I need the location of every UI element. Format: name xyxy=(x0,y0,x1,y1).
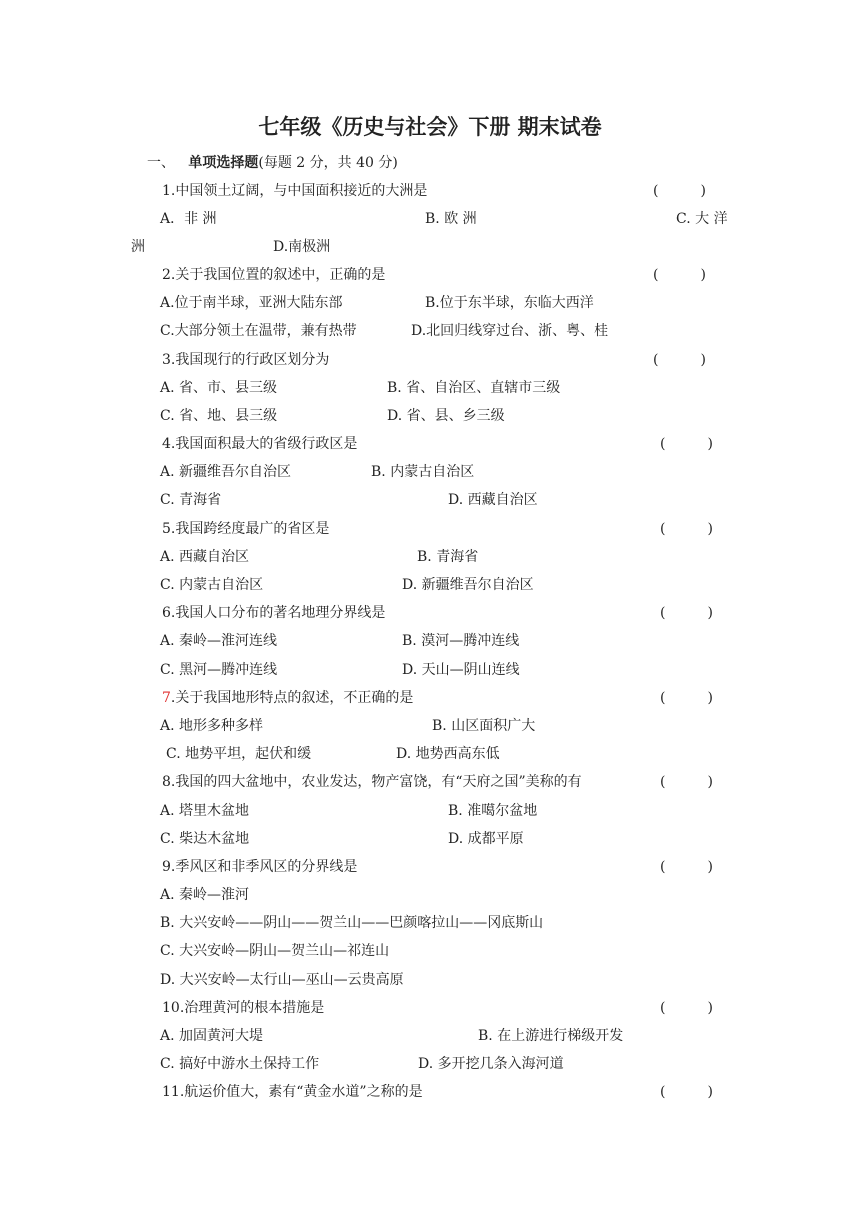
answer-bracket: ( ) xyxy=(653,352,706,368)
option: B.位于东半球，东临大西洋 xyxy=(425,295,594,311)
section-name: 单项选择题 xyxy=(188,155,259,171)
question-stem: 6.我国人口分布的著名地理分界线是 xyxy=(162,605,386,621)
question-stem: 8.我国的四大盆地中，农业发达，物产富饶，有“天府之国”美称的有 xyxy=(162,774,582,790)
option: D. 地势西高东低 xyxy=(396,746,500,762)
answer-bracket: ( ) xyxy=(653,267,706,283)
question-stem: 3.我国现行的行政区划分为 xyxy=(162,352,330,368)
question-stem: 7.关于我国地形特点的叙述，不正确的是 xyxy=(162,690,414,706)
option: C. 搞好中游水土保持工作 xyxy=(160,1056,320,1072)
option: C. 省、地、县三级 xyxy=(160,408,278,424)
question-stem: 2.关于我国位置的叙述中，正确的是 xyxy=(162,267,386,283)
answer-bracket: ( ) xyxy=(660,436,713,452)
option: C. 青海省 xyxy=(160,492,222,508)
question-stem: 5.我国跨经度最广的省区是 xyxy=(162,521,330,537)
section-heading xyxy=(147,154,398,172)
option: B. 青海省 xyxy=(417,549,479,565)
option: C. 柴达木盆地 xyxy=(160,831,250,847)
option: C. 内蒙古自治区 xyxy=(160,577,264,593)
section-note: (每题 2 分，共 40 分) xyxy=(258,155,398,171)
option: D. 省、县、乡三级 xyxy=(387,408,505,424)
answer-bracket: ( ) xyxy=(660,859,713,875)
option: D. 多开挖几条入海河道 xyxy=(418,1056,564,1072)
option: A. 省、市、县三级 xyxy=(160,380,278,396)
option: A. 秦岭—淮河连线 xyxy=(160,633,278,649)
option: B. 大兴安岭——阴山——贺兰山——巴颜喀拉山——冈底斯山 xyxy=(160,915,544,931)
option: C. 黑河—腾冲连线 xyxy=(160,662,278,678)
option: A. 加固黄河大堤 xyxy=(160,1028,264,1044)
option: B. 在上游进行梯级开发 xyxy=(478,1028,624,1044)
answer-bracket: ( ) xyxy=(653,183,706,199)
option: B. 欧 洲 xyxy=(425,211,477,227)
question-stem: 4.我国面积最大的省级行政区是 xyxy=(162,436,358,452)
option: D. 西藏自治区 xyxy=(448,492,538,508)
option: A. 塔里木盆地 xyxy=(160,803,250,819)
option: A. 秦岭—淮河 xyxy=(160,887,250,903)
page-title: 七年级《历史与社会》下册 期末试卷 xyxy=(258,114,602,139)
option: A．非 洲 xyxy=(160,211,217,227)
option: C.大部分领土在温带，兼有热带 xyxy=(160,323,357,339)
option: B. 准噶尔盆地 xyxy=(448,803,538,819)
answer-bracket: ( ) xyxy=(660,605,713,621)
question-number: 7 xyxy=(162,690,171,706)
option: D.北回归线穿过台、浙、粤、桂 xyxy=(411,323,609,339)
answer-bracket: ( ) xyxy=(660,521,713,537)
option-continuation: 洲 xyxy=(131,239,145,255)
option: D. 天山—阴山连线 xyxy=(402,662,520,678)
option: A.位于南半球，亚洲大陆东部 xyxy=(160,295,343,311)
answer-bracket: ( ) xyxy=(660,690,713,706)
option: D.南极洲 xyxy=(273,239,331,255)
answer-bracket: ( ) xyxy=(660,774,713,790)
option: D. 新疆维吾尔自治区 xyxy=(402,577,534,593)
question-stem: 1.中国领土辽阔，与中国面积接近的大洲是 xyxy=(162,183,428,199)
option: D. 成都平原 xyxy=(448,831,524,847)
option: B. 省、自治区、直辖市三级 xyxy=(387,380,561,396)
question-stem: 10.治理黄河的根本措施是 xyxy=(162,1000,325,1016)
answer-bracket: ( ) xyxy=(660,1084,713,1100)
option: A. 新疆维吾尔自治区 xyxy=(160,464,292,480)
option: A. 地形多种多样 xyxy=(160,718,264,734)
question-stem: 9.季风区和非季风区的分界线是 xyxy=(162,859,358,875)
option: C. 地势平坦，起伏和缓 xyxy=(166,746,312,762)
option: D. 大兴安岭—太行山—巫山—云贵高原 xyxy=(160,972,404,988)
option: C. 大 洋 xyxy=(676,211,728,227)
option: B. 漠河—腾冲连线 xyxy=(402,633,520,649)
answer-bracket: ( ) xyxy=(660,1000,713,1016)
section-number: 一、 xyxy=(147,155,175,171)
option: A. 西藏自治区 xyxy=(160,549,250,565)
question-stem: 11.航运价值大，素有“黄金水道”之称的是 xyxy=(162,1084,423,1100)
option: C. 大兴安岭—阴山—贺兰山—祁连山 xyxy=(160,943,390,959)
option: B. 内蒙古自治区 xyxy=(371,464,475,480)
option: B. 山区面积广大 xyxy=(432,718,536,734)
